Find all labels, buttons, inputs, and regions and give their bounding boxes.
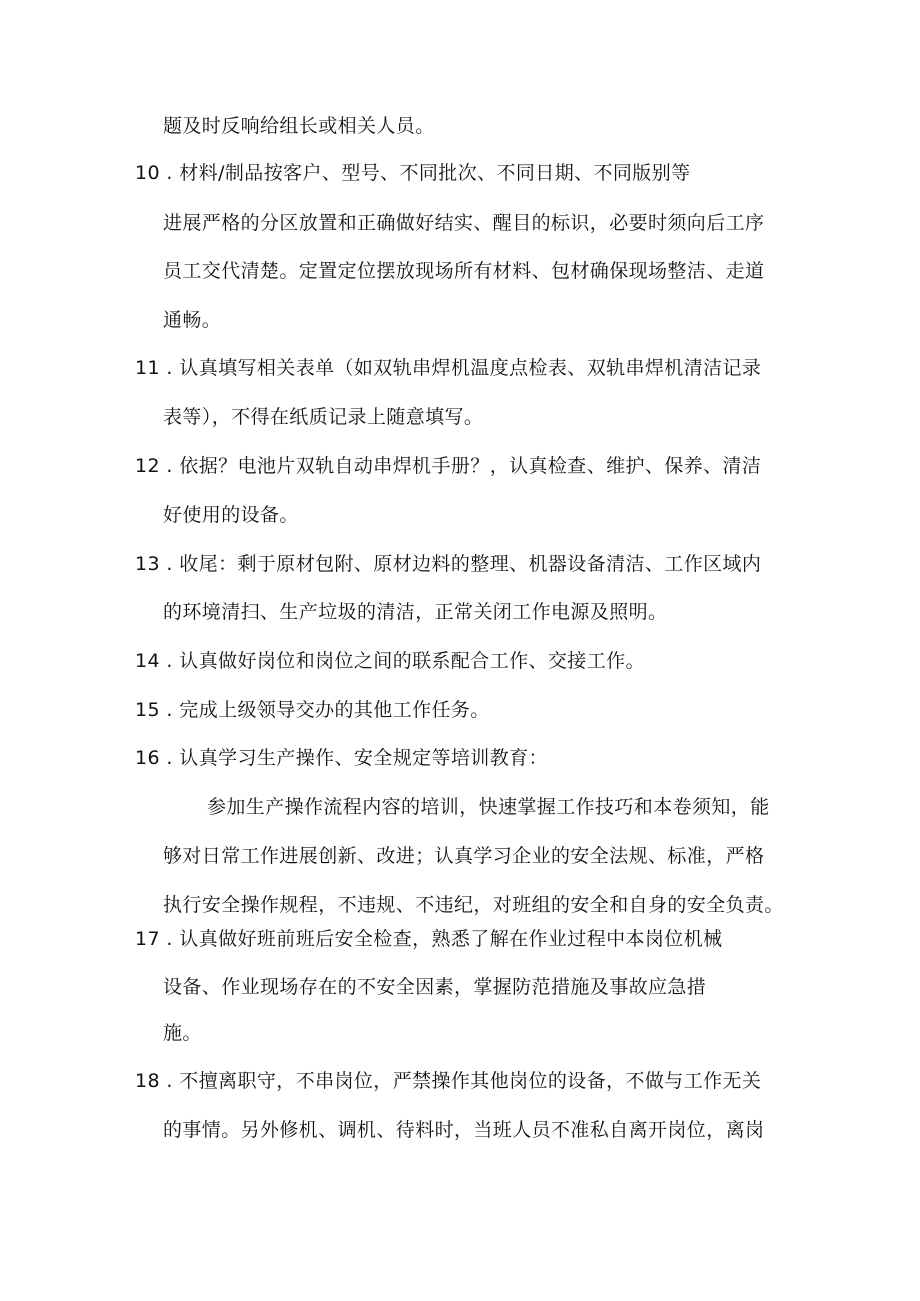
text-line: 员工交代清楚。定置定位摆放现场所有材料、包材确保现场整洁、走道 <box>163 260 765 282</box>
text-line: 14 . 认真做好岗位和岗位之间的联系配合工作、交接工作。 <box>135 650 645 672</box>
text-line: 好使用的设备。 <box>163 504 299 526</box>
text-line: 的环境清扫、生产垃圾的清洁，正常关闭工作电源及照明。 <box>163 601 668 623</box>
text-line: 15 . 完成上级领导交办的其他工作任务。 <box>135 699 490 721</box>
text-line: 的事情。另外修机、调机、待料时，当班人员不准私自离开岗位，离岗 <box>163 1119 765 1141</box>
text-line: 10 . 材料/制品按客户、型号、不同批次、不同日期、不同版别等 <box>135 162 691 184</box>
text-line: 12 . 依据？电池片双轨自动串焊机手册？，认真检查、维护、保养、清洁 <box>135 455 762 477</box>
text-line: 施。 <box>163 1022 202 1044</box>
text-line: 参加生产操作流程内容的培训，快速掌握工作技巧和本卷须知，能 <box>207 796 770 818</box>
text-line: 执行安全操作规程，不违规、不违纪，对班组的安全和自身的安全负责。 <box>163 894 784 916</box>
text-line: 进展严格的分区放置和正确做好结实、醒目的标识，必要时须向后工序 <box>163 212 765 234</box>
text-line: 通畅。 <box>163 309 222 331</box>
text-line: 设备、作业现场存在的不安全因素，掌握防范措施及事故应急措 <box>163 976 707 998</box>
text-line: 13 . 收尾：剩于原材包附、原材边料的整理、机器设备清洁、工作区域内 <box>135 553 762 575</box>
text-line: 11 . 认真填写相关表单（如双轨串焊机温度点检表、双轨串焊机清洁记录 <box>135 357 762 379</box>
text-line: 17 . 认真做好班前班后安全检查，熟悉了解在作业过程中本岗位机械 <box>135 928 723 950</box>
text-line: 表等），不得在纸质记录上随意填写。 <box>163 406 484 428</box>
text-line: 16 . 认真学习生产操作、安全规定等培训教育： <box>135 747 548 769</box>
text-line: 题及时反响给组长或相关人员。 <box>163 115 435 137</box>
text-line: 18 . 不擅离职守，不串岗位，严禁操作其他岗位的设备，不做与工作无关 <box>135 1070 762 1092</box>
text-line: 够对日常工作进展创新、改进；认真学习企业的安全法规、标准，严格 <box>163 845 765 867</box>
